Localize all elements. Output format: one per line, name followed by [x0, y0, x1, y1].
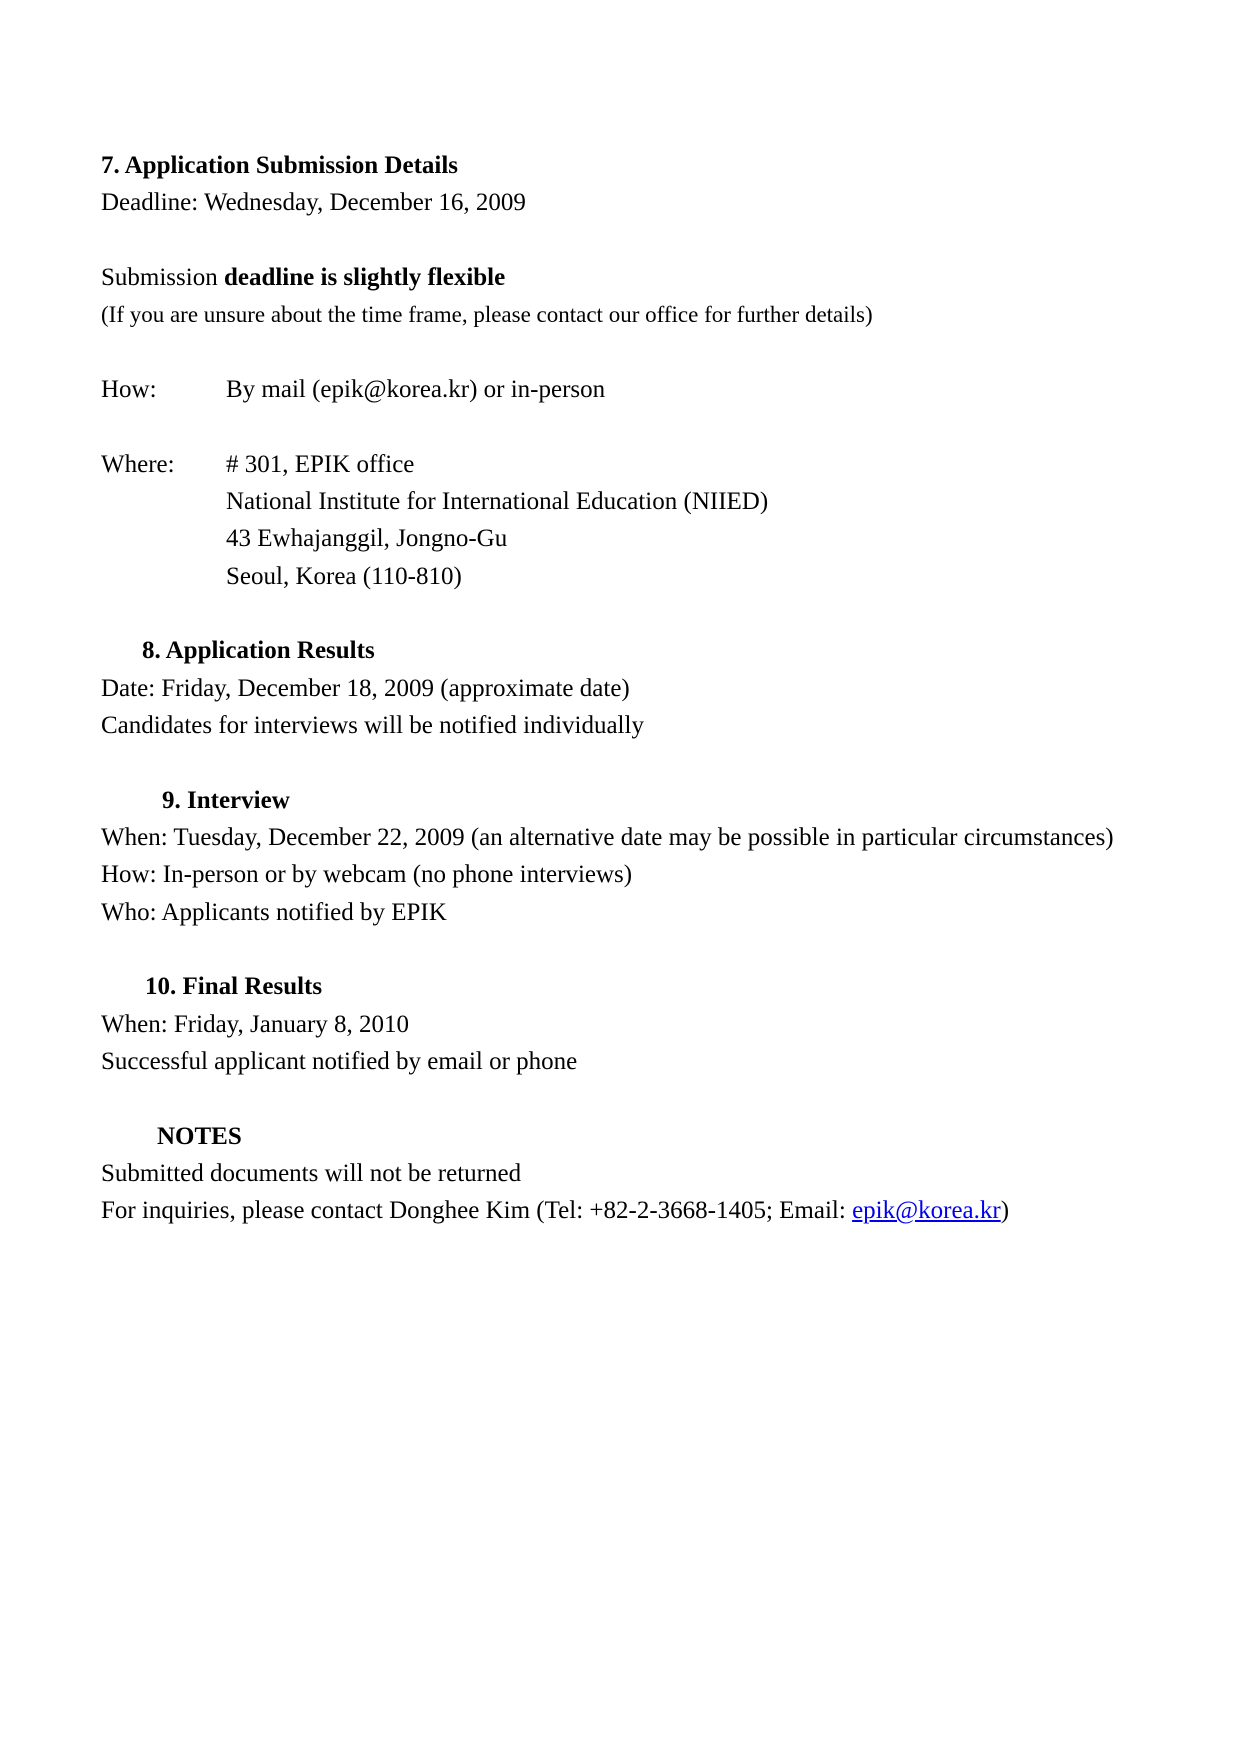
where-address-line-4: Seoul, Korea (110-810) — [226, 562, 462, 590]
notes-documents-line: Submitted documents will not be returned — [101, 1159, 522, 1187]
how-value: By mail (epik@korea.kr) or in-person — [226, 375, 606, 403]
flexibility-note-line: (If you are unsure about the time frame, please contact our office for further details) — [101, 302, 873, 328]
inquiry-closing-paren: ) — [1000, 1197, 1010, 1225]
where-address-line-3: 43 Ewhajanggil, Jongno-Gu — [226, 525, 508, 553]
section-8-heading: 8. Application Results — [142, 637, 375, 665]
submission-regular-text: Submission — [101, 263, 224, 291]
final-notify-line: Successful applicant notified by email or phone — [101, 1047, 578, 1075]
interview-when-line: When: Tuesday, December 22, 2009 (an alternative date may be possible in particular circumstances) — [101, 823, 1114, 851]
how-row — [101, 371, 1141, 408]
where-address-line-1: # 301, EPIK office — [226, 450, 415, 478]
interview-who-line: Who: Applicants notified by EPIK — [101, 898, 447, 926]
how-label: How: — [101, 375, 157, 403]
submission-bold-text: deadline is slightly flexible — [223, 263, 506, 291]
where-row — [101, 446, 1141, 483]
deadline-line: Deadline: Wednesday, December 16, 2009 — [101, 189, 526, 217]
where-label: Where: — [101, 450, 175, 478]
submission-flexible-line — [101, 259, 1141, 296]
final-when-line: When: Friday, January 8, 2010 — [101, 1010, 410, 1038]
section-10-heading: 10. Final Results — [145, 973, 323, 1001]
section-7-heading: 7. Application Submission Details — [101, 152, 459, 179]
section-9-heading: 9. Interview — [162, 786, 290, 814]
notes-heading: NOTES — [157, 1122, 242, 1150]
document-content — [101, 147, 1141, 1230]
interview-how-line: How: In-person or by webcam (no phone interviews) — [101, 861, 633, 889]
where-address-line-2: National Institute for International Education (NIIED) — [226, 487, 769, 515]
inquiry-text: For inquiries, please contact Donghee Kim (Tel: +82-2-3668-1405; Email: — [101, 1197, 853, 1225]
results-date-line: Date: Friday, December 18, 2009 (approximate date) — [101, 674, 630, 702]
results-notify-line: Candidates for interviews will be notified individually — [101, 711, 644, 739]
notes-inquiry-line — [101, 1192, 1141, 1229]
epik-email-link[interactable]: epik@korea.kr — [852, 1197, 1001, 1225]
